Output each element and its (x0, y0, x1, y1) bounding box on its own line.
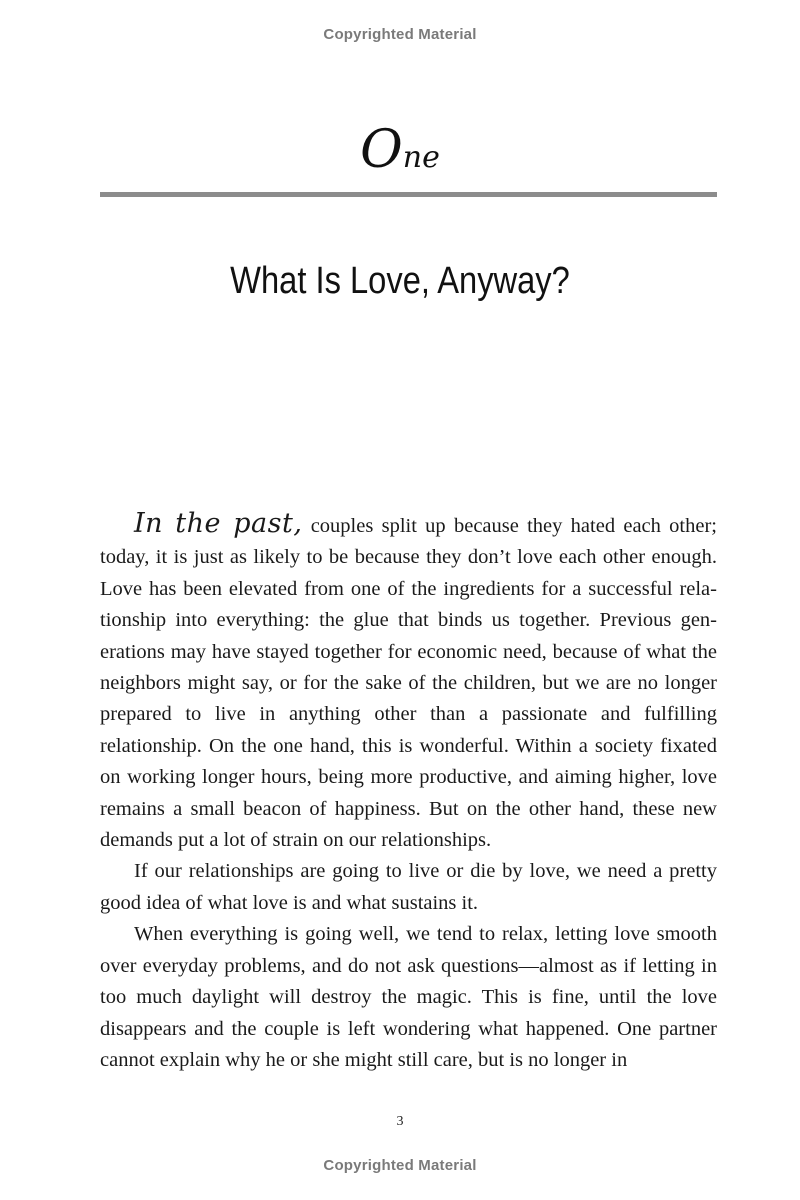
body-paragraph-1 (100, 508, 717, 856)
chapter-title: What Is Love, Anyway? (230, 260, 570, 302)
chapter-body (100, 508, 717, 1076)
copyright-watermark-top: Copyrighted Material (323, 26, 477, 43)
body-paragraph-2: If our relationships are going to live or die by love, we need a pretty good idea of what love is and what sustains it. (100, 860, 717, 914)
chapter-divider-rule (100, 192, 717, 197)
chapter-number-initial: O (360, 120, 403, 180)
body-paragraph-3: When everything is going well, we tend to relax, letting love smooth over everyday problems, and do not ask questions—almost as if letting in too much daylight will destroy the magic. This is fine, until the love disappears and the couple is left wondering what happened. One partner cannot explain why he or she might still care, but is no longer in (100, 923, 717, 1071)
body-paragraph-1-text: couples split up because they hated each other; today, it is just as likely to be because they don’t love each other enough. Love has been elevated from one of the ingredients for a successful relationship into everything: the glue that binds us together. Previous generations may have stayed together for economic need, because of what the neighbors might say, or for the sake of the children, but we are no longer prepared to live in anything other than a passionate and fulfilling relationship. On the one hand, this is wonderful. Within a society fixated on working longer hours, being more productive, and aiming higher, love remains a small beacon of happiness. But on the other hand, these new demands put a lot of strain on our relationships. (100, 515, 717, 852)
lead-in-text: In the past, (134, 508, 303, 539)
chapter-number-rest: ne (402, 140, 440, 175)
page-number: 3 (396, 1114, 404, 1129)
copyright-watermark-bottom: Copyrighted Material (323, 1157, 477, 1174)
chapter-number (0, 120, 800, 180)
